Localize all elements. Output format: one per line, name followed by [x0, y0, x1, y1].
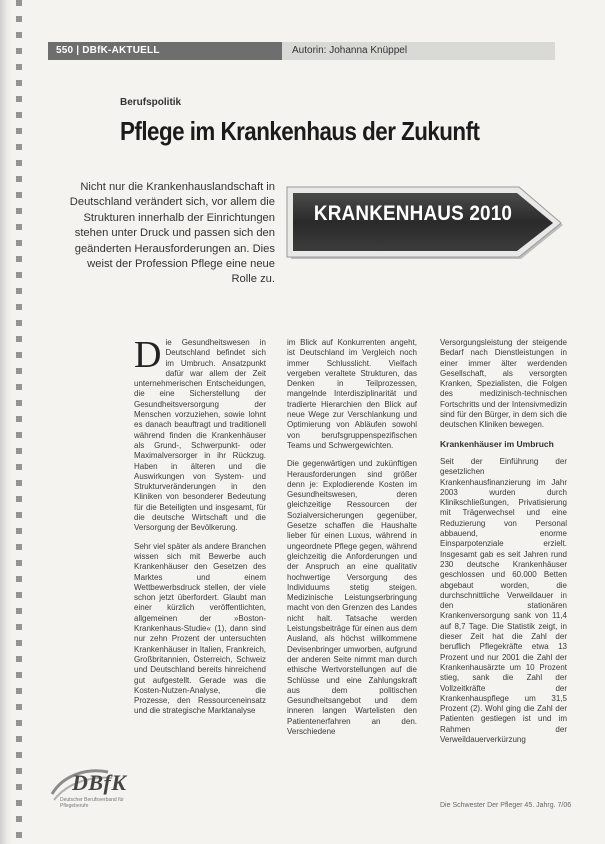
- article-lead: Nicht nur die Krankenhauslandschaft in Deutschland verändert sich, vor allem die Strukturen innerhalb der Einrichtungen stehen unter Druck und passen sich den geänderten Herausforderungen an. Dies weist der Profession Pflege eine neue Rolle zu.: [69, 181, 275, 286]
- column-2-paragraph-2: Die gegenwärtigen und zukünftigen Herausforderungen sind größer denn je: Explodierende Kosten im Gesundheitswesen, deren gleichzeitige Ressourcen der Sozialversicherungen gegenüber, Gesetze schaffen die Haushalte lieber für einen Luxus, während in ungeordnete Pflege gegen, während gleichzeitig die Anforderungen und der Anspruch an eine qualitativ hochwertige Versorgung des Individuums stetig steigen. Medizinische Leistungserbringung macht von den Grenzen des Landes nicht halt. Tatsache werden Leistungsbeiträge für einen aus dem Ausland, als höchst willkommene Devisenbringer umworben, aufgrund der anderen Seite nimmt man durch ethische Wertvorstellungen auf die Schlüsse und eine Zahlungskraft aus dem politischen Gesundheitsangebot und dem inneren langen Wartelisten den Patientenerfahren an den. Verschiedene: [287, 459, 417, 736]
- dbfk-logo: DBfK: [72, 770, 127, 795]
- article-column-1: [134, 334, 266, 725]
- binding-holes: [16, 0, 22, 844]
- column-3-paragraph-1: Versorgungsleistung der steigende Bedarf nach Dienstleistungen in einer immer älter werdenden Gesellschaft, als versorgten Kranken, Spezialisten, die Folgen des medizinisch-technischen Fortschritts und der Intensivmedizin sind für den Bürger, in dem sich die deutschen Kliniken bewegen.: [440, 338, 567, 430]
- column-3-subheading: Krankenhäuser im Umbruch: [440, 438, 554, 449]
- road-sign-label: KRANKENHAUS 2010: [313, 202, 513, 225]
- dbfk-logo-subtitle: Deutscher Berufsverband für Pflegeberufe: [60, 797, 124, 809]
- drop-cap: D: [134, 334, 162, 376]
- article-kicker: Berufspolitik: [120, 97, 182, 108]
- column-3-paragraph-2: Seit der Einführung der gesetzlichen Krankenhausfinanzierung im Jahr 2003 wurden durch Klinikschließungen, Privatisierung mit Trägerwechsel und eine Reduzierung von Personal abbauend, enorme Einsparpotenziale erzielt. Insgesamt gab es seit Jahren rund 230 deutsche Krankenhäuser geschlossen und 60.000 Betten abgebaut worden, die durchschnittliche Verweildauer in den stationären Krankenversorgung sank von 11,4 auf 8,7 Tage. Die Statistik zeigt, in dieser Zeit hat die Zahl der beruflich Pflegekräfte etwa 13 Prozent und nur 2001 die Zahl der Krankenhausärzte um 10 Prozent stieg, sank die Zahl der Vollzeitkräfte der Krankenhauspflege um 31,5 Prozent (2). Wohl ging die Zahl der Patienten gestiegen ist und im Rahmen der Verweildauerverkürzung: [440, 456, 567, 744]
- article-column-3: [440, 338, 567, 753]
- column-1-paragraph-2: Sehr viel später als andere Branchen wissen sich mit Bewerbe auch Krankenhäuser den Gesetzen des Marktes und einem Wettbewerbsdruck stellen, der viele schon jetzt überfordert. Glaubt man einer kürzlich veröffentlichten, allgemeinen der »Boston-Krankenhaus-Studie« (1), dann sind nur zehn Prozent der untersuchten Krankenhäuser in Italien, Frankreich, Großbritannien, Österreich, Schweiz und Deutschland bereits hinreichend gut aufgestellt. Gerade was die Kosten-Nutzen-Analyse, die Prozesse, den Ressourceneinsatz und die strategische Marktanalyse: [134, 541, 266, 716]
- article-column-2: [287, 338, 417, 745]
- article-title: Pflege im Krankenhaus der Zukunft: [120, 116, 480, 146]
- section-header: 550 | DBfK-AKTUELL: [48, 42, 282, 60]
- journal-footer: Die Schwester Der Pfleger 45. Jahrg. 7/06: [440, 802, 572, 809]
- page-binding-shadow: [0, 0, 12, 844]
- column-1-paragraph-1: ie Gesundheitswesen in Deutschland befindet sich im Umbruch. Ansatzpunkt dafür war allem der Zeit unternehmerischen Entscheidungen, die eine Sicherstellung der Gesundheitsversorgung der Menschen vorzuziehen, sowie lohnt es danach beauftragt und traditionell während finden die Krankenhäuser als Grund-, Schwerpunkt- oder Maximalversorger in ihr Rückzug. Haben in älteren und die Auswirkungen von System- und Strukturveränderungen in den Kliniken von besonderer Bedeutung für die Beteiligten und insgesamt, für die deutsche Wirtschaft und die Versorgung der Bevölkerung.: [134, 338, 266, 533]
- column-2-paragraph-1: im Blick auf Konkurrenten angeht, ist Deutschland im Vergleich noch immer Schlusslicht. Vielfach vergeben veraltete Strukturen, das Denken in Teilprozessen, mangelnde Interdisziplinarität und tradierte Hierarchien den Blick auf neue Wege zur Verschlankung und Optimierung von Abläufen sowohl von berufsgruppenspezifischen Teams und Schwergewichten.: [287, 338, 417, 450]
- author-header: Autorin: Johanna Knüppel: [282, 42, 555, 60]
